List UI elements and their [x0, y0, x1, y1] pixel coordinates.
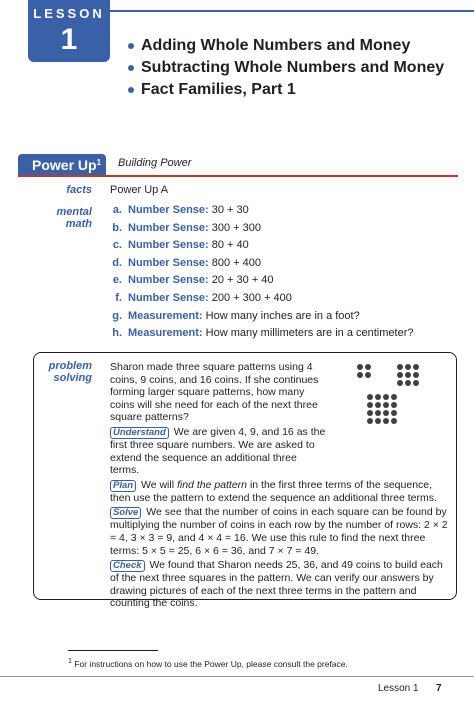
bullet-icon: [128, 43, 134, 49]
understand-badge: Understand: [110, 427, 169, 439]
folio-label: Lesson 1: [378, 683, 419, 694]
power-up-subtitle: Building Power: [118, 157, 192, 169]
solve-step: Solve We see that the number of coins in each square can be found by multiplying the number of coins in each row by the number of rows: 2 × 2 = 4, 3 × 3 = 9, and 4 × 4 = 16. We use this rule to find the next three terms: 5 × 5 = 25, 6 × 6 = 36, and 7 × 7 = 49.: [110, 506, 448, 557]
mental-math-label: mental math: [56, 206, 92, 230]
mental-math-item: b. Number Sense: 300 + 300: [112, 221, 262, 234]
mental-math-item: d. Number Sense: 800 + 400: [112, 256, 262, 269]
footnote-rule: [68, 650, 158, 651]
footnote-ref: 1: [96, 158, 102, 167]
problem-statement: Sharon made three square patterns using 4 coins, 9 coins, and 16 coins. If she continues forming larger square patterns, how many coins will she need for each of the next three square patterns?: [110, 361, 319, 424]
mental-math-item: a. Number Sense: 30 + 30: [112, 204, 249, 216]
plan-step: Plan We will find the pattern in the first three terms of the sequence, then use the pattern to extend the sequence an additional three terms.: [110, 478, 437, 504]
check-step: Check We found that Sharon needs 25, 36, and 49 coins to build each of the next three squares in the pattern. We can verify our answers by drawing pictures of each of the next three terms in the pattern and counting the coins.: [110, 559, 443, 610]
facts-value: Power Up A: [110, 184, 169, 196]
mental-math-item: g. Measurement: How many inches are in a foot?: [112, 309, 360, 322]
mental-math-item: h. Measurement: How many millimeters are in a centimeter?: [112, 327, 414, 340]
lesson-label: LESSON: [33, 6, 105, 21]
page-number: 7: [436, 683, 442, 694]
plan-badge: Plan: [110, 480, 136, 492]
understand-step: Understand We are given 4, 9, and 16 as the first three square numbers. We are asked to extend the sequence an additional three terms.: [110, 425, 326, 477]
lesson-title-2: Subtracting Whole Numbers and Money: [128, 58, 458, 77]
solve-badge: Solve: [110, 507, 141, 519]
check-badge: Check: [110, 560, 145, 572]
lesson-number: 1: [60, 23, 78, 56]
lesson-badge: [28, 0, 110, 62]
mental-math-item: e. Number Sense: 20 + 30 + 40: [112, 274, 274, 287]
problem-solving-text: [110, 361, 450, 612]
mental-math-list: [100, 204, 460, 345]
footnote: $^1$ For instructions on how to use the Power Up, please consult the preface.: [68, 657, 348, 669]
header-rule: [110, 10, 474, 12]
facts-label: facts: [66, 184, 92, 196]
lesson-title-3: Fact Families, Part 1: [128, 80, 458, 99]
problem-solving-label: problem solving: [48, 360, 92, 384]
folio-rule: [0, 676, 474, 677]
power-up-rule: [18, 175, 458, 177]
lesson-titles: [128, 36, 458, 102]
mental-math-item: c. Number Sense: 80 + 40: [112, 239, 249, 252]
bullet-icon: [128, 65, 134, 71]
mental-math-item: f. Number Sense: 200 + 300 + 400: [115, 291, 292, 304]
bullet-icon: [128, 87, 134, 93]
lesson-title-1: Adding Whole Numbers and Money: [128, 36, 458, 55]
power-up-tab: Power Up$^1$: [18, 154, 106, 176]
